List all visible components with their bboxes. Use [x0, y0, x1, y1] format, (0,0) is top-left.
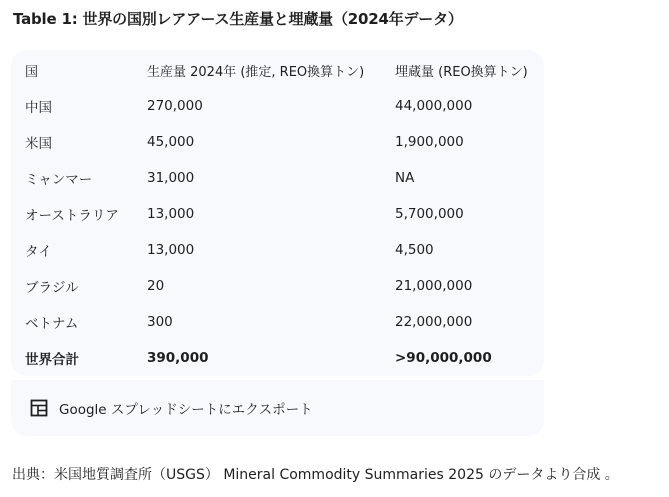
cell-country: タイ	[25, 244, 52, 260]
table-row	[14, 232, 545, 268]
export-to-sheets-button[interactable]	[11, 380, 544, 436]
cell-reserves: 21,000,000	[395, 278, 473, 294]
cell-reserves: 44,000,000	[395, 98, 473, 114]
table-row	[14, 160, 545, 196]
cell-reserves: NA	[395, 170, 415, 186]
table-row	[14, 124, 545, 160]
cell-reserves: 5,700,000	[395, 206, 464, 222]
table-header-row	[14, 52, 545, 88]
cell-country: ベトナム	[25, 316, 79, 332]
cell-country: 中国	[25, 100, 52, 116]
table-total-row	[14, 340, 545, 376]
cell-country: 米国	[25, 136, 52, 152]
cell-country: ブラジル	[25, 280, 79, 296]
cell-reserves: 22,000,000	[395, 314, 473, 330]
cell-production: 13,000	[147, 242, 195, 258]
header-country: 国	[25, 64, 39, 80]
table-row	[14, 304, 545, 340]
table-title: Table 1: 世界の国別レアアース生産量と埋蔵量（2024年データ）	[13, 10, 463, 28]
header-production: 生産量 2024年 (推定, REO換算トン)	[147, 64, 365, 80]
cell-production: 13,000	[147, 206, 195, 222]
total-reserves: >90,000,000	[395, 350, 492, 366]
table-row	[14, 88, 545, 124]
cell-production: 20	[147, 278, 165, 294]
table-row	[14, 268, 545, 304]
cell-production: 270,000	[147, 98, 203, 114]
cell-production: 31,000	[147, 170, 195, 186]
total-production: 390,000	[147, 350, 209, 366]
table-grid-icon	[29, 398, 49, 418]
table-row	[14, 196, 545, 232]
cell-reserves: 1,900,000	[395, 134, 464, 150]
cell-country: オーストラリア	[25, 208, 119, 224]
source-footnote: 出典：米国地質調査所（USGS） Mineral Commodity Summaries 2025 のデータより合成 。	[12, 467, 619, 483]
cell-country: ミャンマー	[25, 172, 93, 188]
header-reserves: 埋蔵量 (REO換算トン)	[395, 64, 528, 80]
total-label: 世界合計	[25, 352, 79, 368]
cell-production: 45,000	[147, 134, 195, 150]
cell-production: 300	[147, 314, 173, 330]
cell-reserves: 4,500	[395, 242, 434, 258]
data-table	[14, 52, 545, 376]
export-label: Google スプレッドシートにエクスポート	[59, 402, 313, 418]
